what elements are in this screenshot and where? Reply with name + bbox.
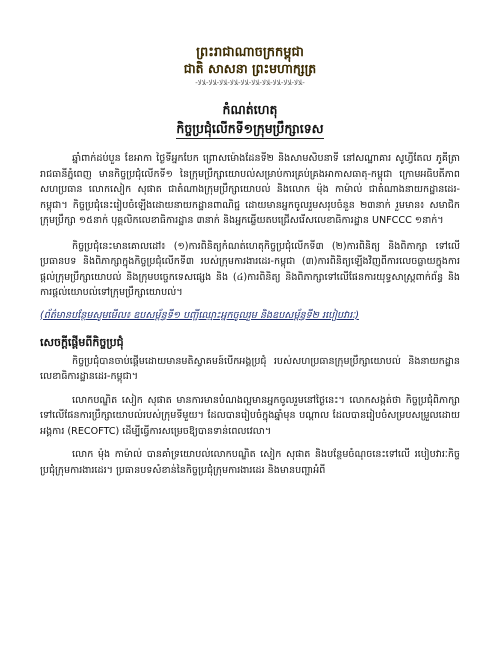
- paragraph-objectives: កិច្ចប្រជុំនេះមានគោលដៅ៖ (១)ការពិនិត្យកំណត់ហេតុកិច្ចប្រជុំលើកទី៣ (២)ការពិនិត្យ និងពិភាក្សា ទៅលើប្រធានបទ និងពិភាក្សាក្នុងកិច្ចប្រជុំលើកទី៣ របស់ក្រុមការងារដេរ-កម្ពុជា (៣)ការពិនិត្យឡើងវិញពីការលេចធ្លាយក្នុងការផ្តល់ក្រុមប្រឹក្សាយោបល់ និងក្រុមបច្ចេកទេសផ្សេង និង (៤)ការពិនិត្យ និងពិភាក្សាទៅលើផែនការយុទ្ធសាស្ត្រពាក់ព័ន្ធ និងការផ្តល់យោបល់ទៅក្រុមប្រឹក្សាយោបល់។: [40, 240, 460, 298]
- subtitle-wrapper: [40, 118, 460, 139]
- paragraph-cochair-remarks: លោកបណ្ឌិត សៀក សុផាត មានការមានបំណងល្អមានអ្នកចូលរួមនៅថ្ងៃនេះ។ លោកសង្កត់ថា កិច្ចប្រជុំពិភាក្សា ទៅលើផែនការប្រឹក្សាយោបល់របស់ក្រុមទីមួយ។ ដែលបានរៀបចំក្នុងឆ្នាំមុន បណ្តាល ដែលបានរៀបចំសម្របសម្រួលដោយអង្គការ (RECOFTC) ដើម្បីធ្វើការសម្រេចឱ្យបានទាន់ពេលវេលា។: [40, 394, 460, 437]
- kingdom-heading: ព្រះរាជាណាចក្រកម្ពុជា: [196, 45, 304, 60]
- meeting-subtitle: កិច្ចប្រជុំលើកទី១ក្រុមប្រឹក្សាទេស: [176, 121, 323, 139]
- paragraph-opening: ឆ្នាំពាក់ដប់បួន ខែអាកា ថ្ងៃទីអ្នកបែក ព្រោសម៉ោងដែនទី២ និងសាមសិបនាទី នៅសណ្ឋាគារ សូហ្វីតែល ភូគីត្រា រាជធានីភ្នំពេញ មានកិច្ចប្រជុំលើកទី១ នៃក្រុមប្រឹក្សាយោបល់សម្រាប់ការគ្រប់គ្រងអាកាសធាតុ-កម្ពុជា ក្រោមអធិបតីភាព សហប្រធាន លោកសៀក សុផាត ជាតំណាងក្រុមប្រឹក្សាយោបល់ និងលោក ម៉ុង កាម៉ាល់ ជាតំណាងនាយកដ្ឋានដេរ-កម្ពុជា។ កិច្ចប្រជុំនេះរៀបចំឡើងដោយនាយកដ្ឋានពាណិជ្ជ ដោយមានអ្នកចូលរួមសរុបចំនួន ២៣នាក់ រួមមាន៖ សមាជិកក្រុមប្រឹក្សា ១៥នាក់ បុគ្គលិកលេខាធិការដ្ឋាន ៣នាក់ និងអ្នកឆ្លើយតបជ្រើសរើសលេខាធិការដ្ឋាន UNFCCC ១នាក់។: [40, 153, 460, 226]
- document-title: កំណត់ហេតុ: [222, 102, 278, 117]
- paragraph-support-remarks: លោក ម៉ុង កាម៉ាល់ បានគាំទ្រយោបល់លោកបណ្ឌិត សៀក សុផាត និងបន្ថែមចំណុចនេះទៅលើ របៀបវារៈកិច្ចប្រជុំក្រុមការងារដេរ។ ប្រធានបទសំខាន់នៃកិច្ចប្រជុំក្រុមការងារដេរ និងមានបញ្ហាអំពី: [40, 449, 460, 476]
- annex-reference-note: (ព័ត៌មានបន្ថែមសូមមើល៖ ឧបសម្ព័ន្ធទី១ បញ្ជីឈ្មោះអ្នកចូលរួម និងឧបសម្ព័ន្ធទី២ របៀបវារៈ): [40, 309, 359, 321]
- ornament-divider: -ﻼﻻ-ﻼﻻ-ﻼﻻ-ﻼﻻ-ﻼﻻ-ﻼﻻ-ﻼﻻ-ﻼﻻ-ﻼﻻ-ﻼﻻ-: [195, 79, 305, 87]
- section-heading: សេចក្តីផ្តើមពីកិច្ចប្រជុំ: [40, 335, 124, 349]
- national-motto: ជាតិ សាសនា ព្រះមហាក្សត្រ: [183, 61, 317, 76]
- paragraph-welcome: កិច្ចប្រជុំបានចាប់ផ្តើមដោយមានមតិស្វាគមន៍បើកអង្គប្រជុំ របស់សហប្រធានក្រុមប្រឹក្សាយោបល់ និងនាយកដ្ឋានលេខាធិការដ្ឋានដេរ-កម្ពុជា។: [40, 355, 460, 382]
